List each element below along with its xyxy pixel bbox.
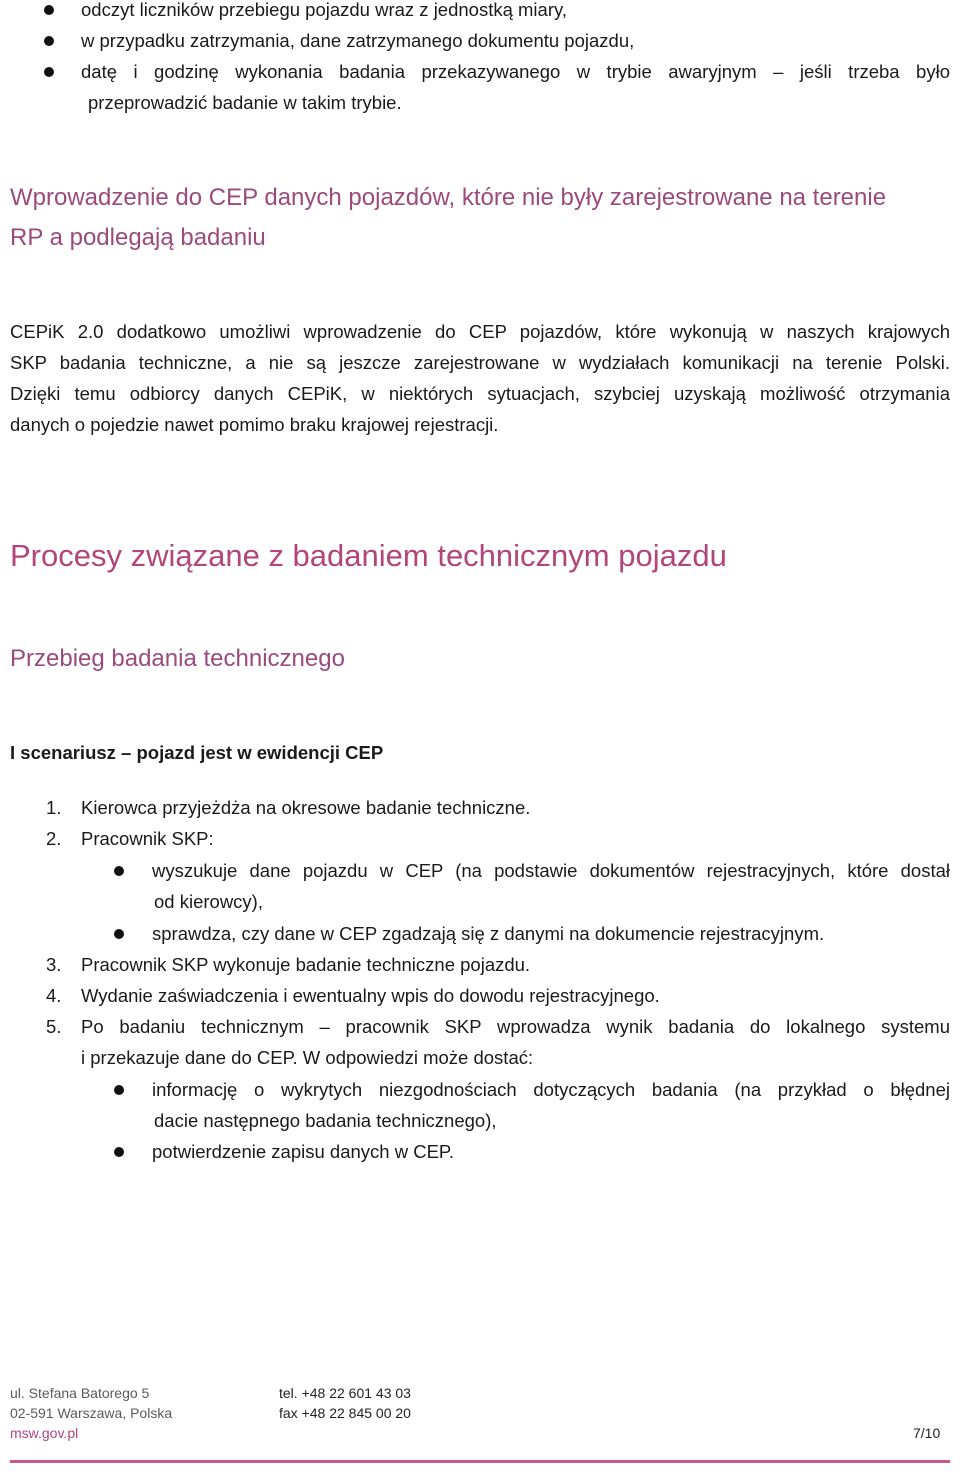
page-number: 7/10	[913, 1425, 941, 1441]
bullet-icon	[114, 1147, 124, 1157]
footer-fax: fax +48 22 845 00 20	[279, 1405, 411, 1421]
step-text: Po badaniu technicznym – pracownik SKP wprowadza wynik badania do lokalnego systemu	[81, 1016, 950, 1037]
footer-address: ul. Stefana Batorego 5	[10, 1385, 150, 1401]
paragraph-line: danych o pojedzie nawet pomimo braku krajowej rejestracji.	[10, 414, 499, 435]
bullet-icon	[44, 5, 54, 15]
step-text: Pracownik SKP wykonuje badanie techniczne pojazdu.	[81, 954, 531, 975]
bullet-item: w przypadku zatrzymania, dane zatrzymanego dokumentu pojazdu,	[81, 30, 635, 51]
sub-bullet-line: informację o wykrytych niezgodnościach dotyczących badania (na przykład o błędnej	[152, 1079, 950, 1100]
sub-bullet-line: od kierowcy),	[154, 891, 263, 912]
paragraph-line: CEPiK 2.0 dodatkowo umożliwi wprowadzenie do CEP pojazdów, które wykonują w naszych krajowych	[10, 321, 950, 342]
scenario-heading: I scenariusz – pojazd jest w ewidencji CEP	[10, 742, 384, 763]
bullet-item-line: datę i godzinę wykonania badania przekazywanego w trybie awaryjnym – jeśli trzeba było	[81, 61, 950, 82]
bullet-item: odczyt liczników przebiegu pojazdu wraz z jednostką miary,	[81, 0, 568, 20]
footer-divider	[10, 1460, 950, 1463]
step-number: 2.	[46, 828, 62, 849]
step-text: i przekazuje dane do CEP. W odpowiedzi może dostać:	[81, 1047, 534, 1068]
section-subtitle: Przebieg badania technicznego	[10, 645, 345, 672]
bullet-icon	[114, 1085, 124, 1095]
sub-bullet-line: potwierdzenie zapisu danych w CEP.	[152, 1141, 454, 1162]
section-heading: RP a podlegają badaniu	[10, 224, 266, 251]
footer-address: 02-591 Warszawa, Polska	[10, 1405, 173, 1421]
step-number: 5.	[46, 1016, 62, 1037]
chapter-title: Procesy związane z badaniem technicznym pojazdu	[10, 538, 727, 573]
sub-bullet-line: sprawdza, czy dane w CEP zgadzają się z danymi na dokumencie rejestracyjnym.	[152, 923, 825, 944]
section-heading: Wprowadzenie do CEP danych pojazdów, które nie były zarejestrowane na terenie	[10, 184, 887, 211]
footer-website-link[interactable]: msw.gov.pl	[10, 1425, 79, 1441]
bullet-icon	[114, 929, 124, 939]
bullet-icon	[114, 866, 124, 876]
sub-bullet-line: wyszukuje dane pojazdu w CEP (na podstawie dokumentów rejestracyjnych, które dostał	[152, 860, 950, 881]
step-number: 1.	[46, 797, 62, 818]
footer-phone: tel. +48 22 601 43 03	[279, 1385, 411, 1401]
bullet-icon	[44, 36, 54, 46]
paragraph-line: Dzięki temu odbiorcy danych CEPiK, w niektórych sytuacjach, szybciej uzyskają możliwość otrzymania	[10, 383, 950, 404]
sub-bullet-line: dacie następnego badania technicznego),	[154, 1110, 497, 1131]
bullet-icon	[44, 67, 54, 77]
step-text: Kierowca przyjeżdża na okresowe badanie techniczne.	[81, 797, 531, 818]
step-number: 3.	[46, 954, 62, 975]
paragraph-line: SKP badania techniczne, a nie są jeszcze zarejestrowane w wydziałach komunikacji na terenie Polski.	[10, 352, 950, 373]
step-number: 4.	[46, 985, 62, 1006]
step-text: Pracownik SKP:	[81, 828, 214, 849]
step-text: Wydanie zaświadczenia i ewentualny wpis do dowodu rejestracyjnego.	[81, 985, 660, 1006]
bullet-item-line: przeprowadzić badanie w takim trybie.	[88, 92, 402, 113]
